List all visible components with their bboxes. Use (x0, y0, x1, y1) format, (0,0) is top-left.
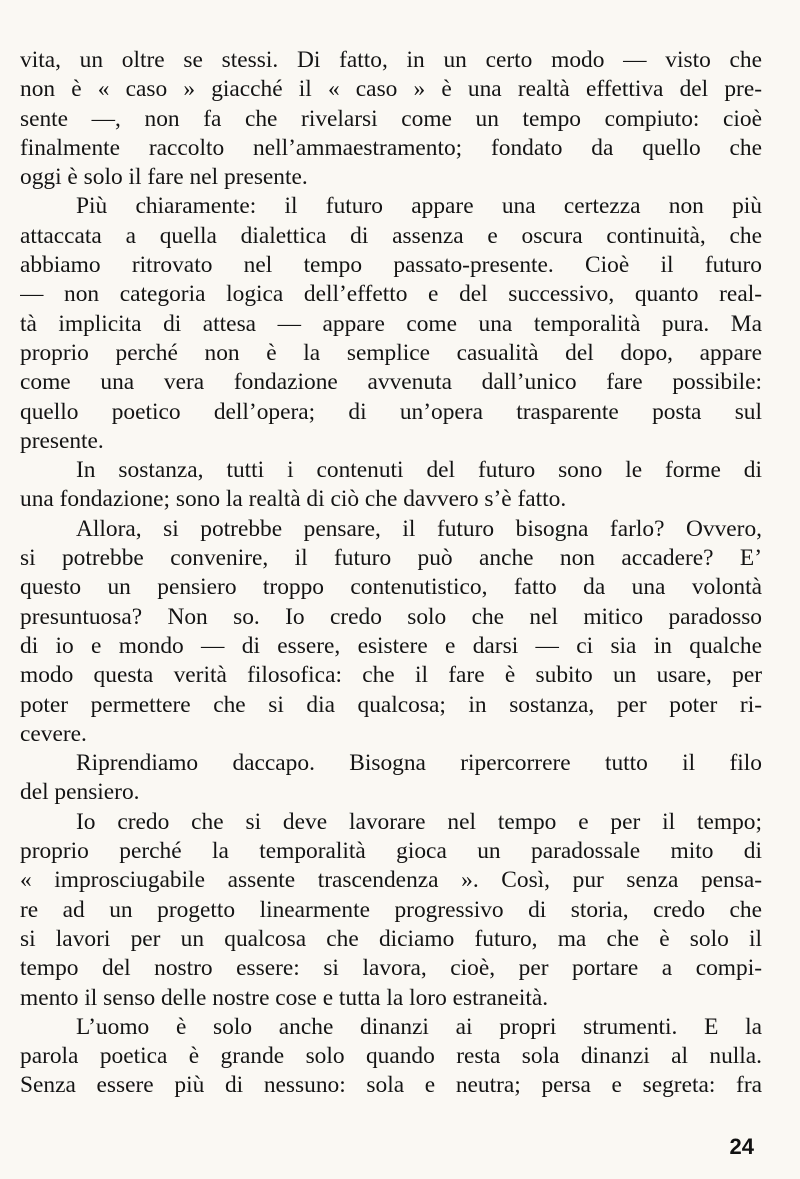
text-line: — non categoria logica dell’effetto e del successivo, quanto real- (20, 281, 762, 308)
text-line: quello poetico dell’opera; di un’opera trasparente posta sul (20, 398, 762, 425)
text-line: abbiamo ritrovato nel tempo passato-presente. Cioè il futuro (20, 252, 762, 279)
text-line: sente —, non fa che rivelarsi come un tempo compiuto: cioè (20, 105, 762, 132)
text-line: presuntuosa? Non so. Io credo solo che nel mitico paradosso (20, 603, 762, 630)
text-line: poter permettere che si dia qualcosa; in sostanza, per poter ri- (20, 691, 762, 718)
text-line: presente. (20, 427, 104, 454)
text-line: proprio perché la temporalità gioca un paradossale mito di (20, 838, 762, 865)
text-line: una fondazione; sono la realtà di ciò che davvero s’è fatto. (20, 486, 567, 513)
text-line: parola poetica è grande solo quando resta sola dinanzi al nulla. (20, 1043, 762, 1070)
text-line: si lavori per un qualcosa che diciamo futuro, ma che è solo il (20, 925, 762, 952)
text-line: modo questa verità filosofica: che il fare è subito un usare, per (20, 662, 762, 689)
text-line: non è « caso » giacché il « caso » è una realtà effettiva del pre- (20, 76, 762, 103)
text-line: re ad un progetto linearmente progressivo di storia, credo che (20, 896, 762, 923)
text-line: oggi è solo il fare nel presente. (20, 164, 308, 191)
text-line: proprio perché non è la semplice casualità del dopo, appare (20, 339, 762, 366)
text-line: del pensiero. (20, 779, 140, 806)
text-line: si potrebbe convenire, il futuro può anche non accadere? E’ (20, 545, 762, 572)
text-line: Io credo che si deve lavorare nel tempo e per il tempo; (76, 808, 762, 835)
text-line: « improsciugabile assente trascendenza ». Così, pur senza pensa- (20, 867, 762, 894)
text-line: tà implicita di attesa — appare come una temporalità pura. Ma (20, 310, 762, 337)
text-line: Più chiaramente: il futuro appare una certezza non più (76, 193, 762, 220)
text-line: questo un pensiero troppo contenutistico, fatto da una volontà (20, 574, 762, 601)
text-line: Allora, si potrebbe pensare, il futuro bisogna farlo? Ovvero, (76, 515, 762, 542)
text-line: L’uomo è solo anche dinanzi ai propri strumenti. E la (76, 1013, 762, 1040)
body-text (20, 46, 762, 1101)
text-line: finalmente raccolto nell’ammaestramento; fondato da quello che (20, 134, 762, 161)
text-line: tempo del nostro essere: si lavora, cioè, per portare a compi- (20, 955, 762, 982)
text-line: Riprendiamo daccapo. Bisogna ripercorrere tutto il filo (76, 750, 762, 777)
text-line: mento il senso delle nostre cose e tutta la loro estraneità. (20, 984, 549, 1011)
text-line: cevere. (20, 720, 87, 747)
text-line: di io e mondo — di essere, esistere e darsi — ci sia in qualche (20, 632, 762, 659)
text-line: Senza essere più di nessuno: sola e neutra; persa e segreta: fra (20, 1072, 762, 1099)
page-number: 24 (729, 1134, 754, 1159)
text-line: come una vera fondazione avvenuta dall’unico fare possibile: (20, 369, 762, 396)
text-line: vita, un oltre se stessi. Di fatto, in un certo modo — visto che (20, 47, 762, 73)
text-line: attaccata a quella dialettica di assenza e oscura continuità, che (20, 222, 762, 249)
text-line: In sostanza, tutti i contenuti del futuro sono le forme di (76, 457, 762, 484)
